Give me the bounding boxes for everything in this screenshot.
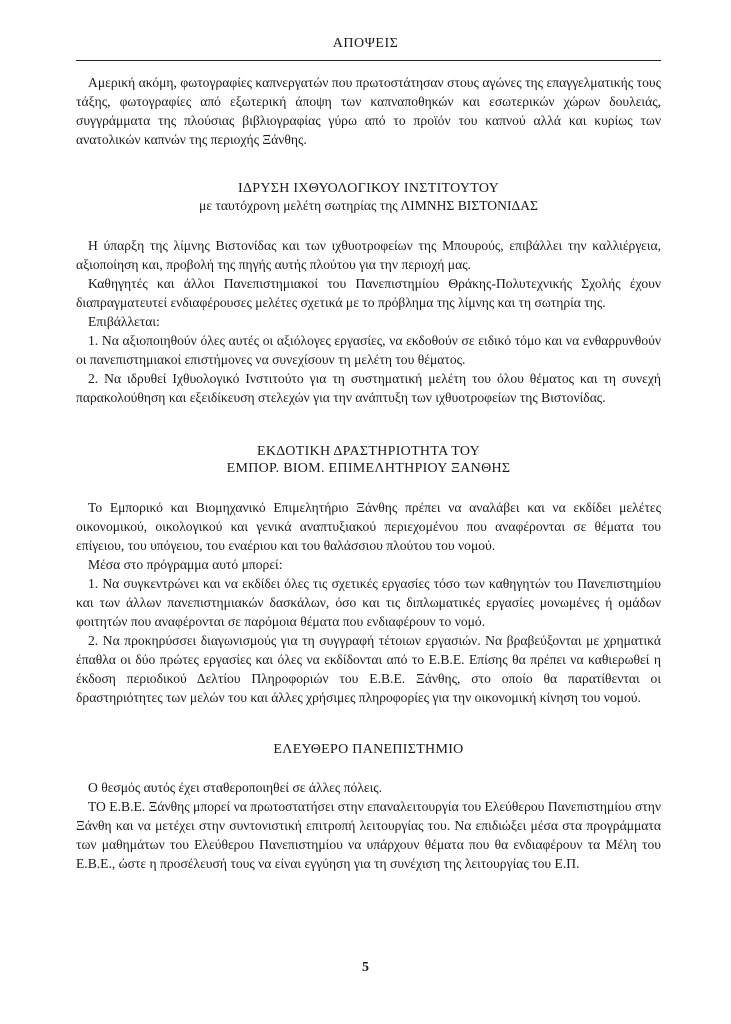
paragraph: Επιβάλλεται:	[88, 314, 160, 329]
paragraph: Η ύπαρξη της λίμνης Βιστονίδας και των ιχθυοτροφείων της Μπουρούς, επιβάλλει την καλλιέργεια, αξιοποίηση και, προβολή της πηγής αυτής πλούτου για την περιοχή μας.	[76, 238, 661, 272]
paragraph: ΤΟ Ε.Β.Ε. Ξάνθης μπορεί να πρωτοστατήσει στην επαναλειτουργία του Ελεύθερου Πανεπιστημίου στην Ξάνθη και να μετέχει στην συντονιστική επιτροπή λειτουργίας του. Να επιδιώξει μέσα στα προγράμματα των μαθημάτων του Ελεύθερου Πανεπιστημίου να υπάρχουν θέματα που θα ενδιαφέρουν τα Μέλη του Ε.Β.Ε., ώστε η προσέλευσή τους να είναι εγγύηση για τη συνέχιση της λειτουργίας του Ε.Π.	[76, 799, 661, 871]
paragraph: Ο θεσμός αυτός έχει σταθεροποιηθεί σε άλλες πόλεις.	[88, 780, 383, 795]
paragraph: Μέσα στο πρόγραμμα αυτό μπορεί:	[88, 557, 283, 572]
section-title-line2: ΕΜΠΟΡ. ΒΙΟΜ. ΕΠΙΜΕΛΗΤΗΡΙΟΥ ΞΑΝΘΗΣ	[226, 461, 511, 476]
intro-paragraph: Αμερική ακόμη, φωτογραφίες καπνεργατών που πρωτοστάτησαν στους αγώνες της επαγγελματικής τους τάξης, φωτογραφίες από εξωτερική άποψη των καπναποθηκών και εσωτερικών χώρων δουλειάς, συγγράμματα της πλούσιας βιβλιογραφίας γύρω από το προϊόν του καπνού αλλά και κυρίως των ανατολικών καπνών της περιοχής Ξάνθης.	[76, 75, 661, 147]
header-rule	[76, 60, 661, 61]
list-item: 2. Να ιδρυθεί Ιχθυολογικό Ινστιτούτο για τη συστηματική μελέτη του όλου θέματος και τη συνεχή παρακολούθηση και εξειδίκευση στελεχών για την ανάπτυξη των ιχθυοτροφείων της Βιστονίδας.	[76, 371, 661, 405]
paragraph: Το Εμπορικό και Βιομηχανικό Επιμελητήριο Ξάνθης πρέπει να αναλάβει και να εκδίδει μελέτες οικονομικού, οικολογικού και γενικά αναπτυξιακού περιεχομένου που αναφέρονται σε θέματα του επίγειου, του υπόγειου, του εναέριου και του θαλάσσιου πλούτου του νομού.	[76, 500, 661, 553]
section-free-university	[76, 741, 661, 873]
list-item: 1. Να αξιοποιηθούν όλες αυτές οι αξιόλογες εργασίες, να εκδοθούν σε ειδικό τόμο και να ενθαρρυνθούν οι πανεπιστημιακοί επιστήμονες να συνεχίσουν τη μελέτη του θέματος.	[76, 333, 661, 367]
section-title: ΙΔΡΥΣΗ ΙΧΘΥΟΛΟΓΙΚΟΥ ΙΝΣΤΙΤΟΥΤΟΥ	[238, 181, 499, 196]
running-header-title: ΑΠΟΨΕΙΣ	[332, 36, 399, 51]
section-title: ΕΚΔΟΤΙΚΗ ΔΡΑΣΤΗΡΙΟΤΗΤΑ ΤΟΥ	[257, 444, 480, 459]
section-subtitle: με ταυτόχρονη μελέτη σωτηρίας της ΛΙΜΝΗΣ ΒΙΣΤΟΝΙΔΑΣ	[199, 198, 538, 213]
page-body	[76, 70, 661, 873]
section-title: ΕΛΕΥΘΕΡΟ ΠΑΝΕΠΙΣΤΗΜΙΟ	[273, 742, 464, 757]
paragraph: Καθηγητές και άλλοι Πανεπιστημιακοί του Πανεπιστημίου Θράκης-Πολυτεχνικής Σχολής έχουν διαπραγματευτεί ενδιαφέρουσες μελέτες σχετικά με το πρόβλημα της λίμνης και τη σωτηρία της.	[76, 276, 661, 310]
list-item: 2. Να προκηρύσσει διαγωνισμούς για τη συγγραφή τέτοιων εργασιών. Να βραβεύξονται με χρηματικά έπαθλα οι δύο πρώτες εργασίες και όλες να εκδίδονται από το Ε.Β.Ε. Επίσης θα πρέπει να καθιερωθεί η έκδοση περιοδικού Δελτίου Πληροφοριών του Ε.Β.Ε. Ξάνθης, στο οποίο θα παρατίθενται οι δραστηριότητες των μελών του και άλλες χρήσιμες πληροφορίες για την οικονομική κίνηση του νομού.	[76, 633, 661, 705]
section-publishing	[76, 443, 661, 707]
page-number: 5	[362, 960, 369, 975]
list-item: 1. Να συγκεντρώνει και να εκδίδει όλες τις σχετικές εργασίες τόσο των καθηγητών του Πανεπιστημίου και των άλλων πανεπιστημιακών δασκάλων, όσο και τις διπλωματικές εργασίες μονωμένες ή ομάδων φοιτητών που αναφέρονται σε παρόμοια θέματα που ενδιαφέρουν το νομό.	[76, 576, 661, 629]
section-ichthyology	[76, 180, 661, 407]
